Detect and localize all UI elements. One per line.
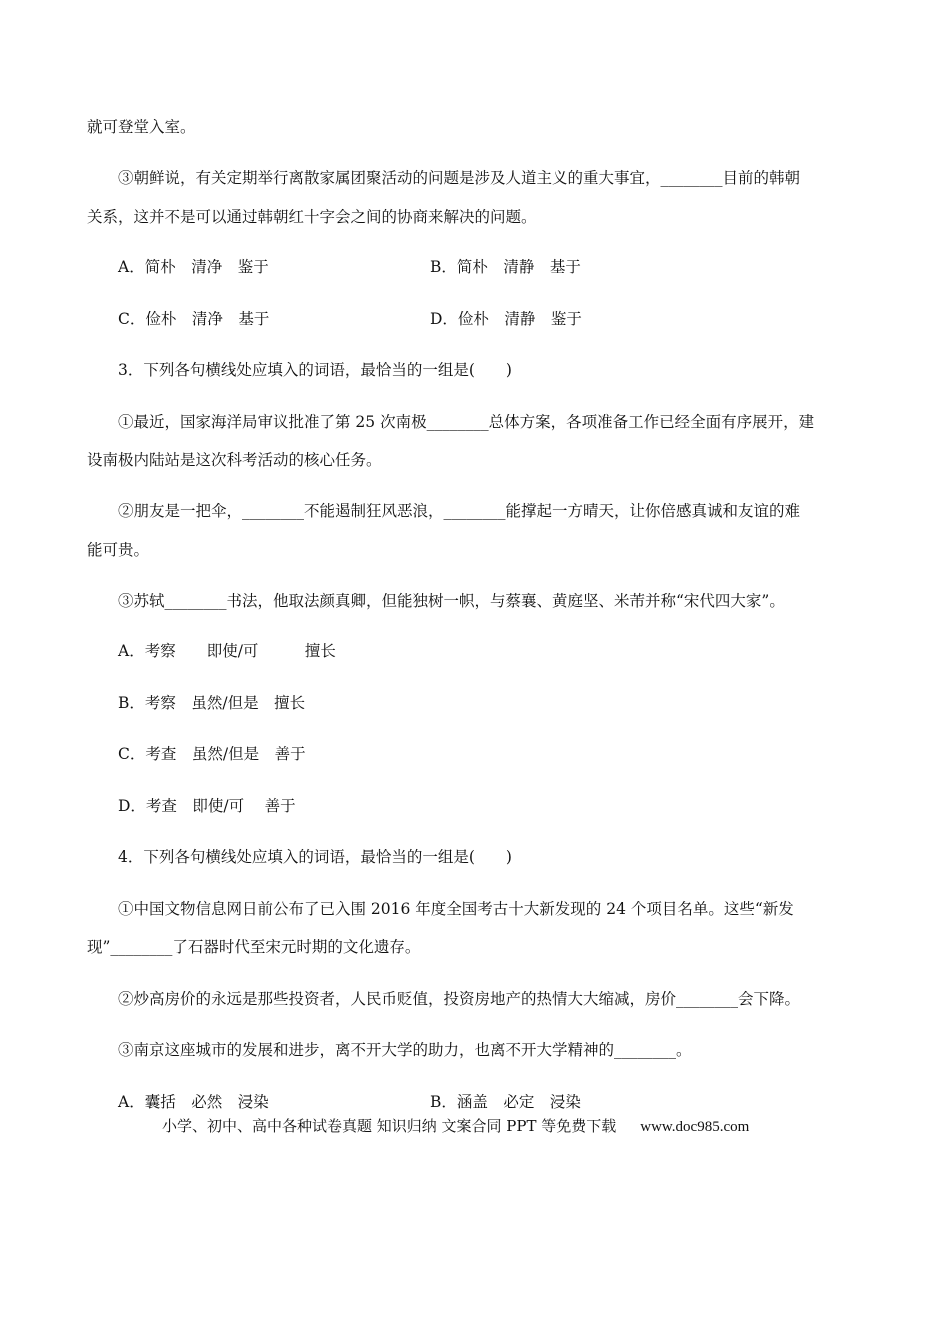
text-line: ①中国文物信息网日前公布了已入围 2016 年度全国考古十大新发现的 24 个项目名单。这些“新发 <box>118 900 794 918</box>
option-b: B．考察 虽然/但是 擅长 <box>118 694 306 712</box>
option-a: A．考察 即使/可 擅长 <box>118 642 336 660</box>
footer-text: 小学、初中、高中各种试卷真题 知识归纳 文案合同 PPT 等免费下载 <box>162 1117 617 1135</box>
option-d: D．考查 即使/可 善于 <box>118 797 296 815</box>
text-line: ③南京这座城市的发展和进步，离不开大学的助力，也离不开大学精神的________。 <box>118 1041 692 1059</box>
option-b: B．涵盖 必定 浸染 <box>430 1093 581 1111</box>
option-b: B．简朴 清静 基于 <box>430 258 581 276</box>
footer-url[interactable]: www.doc985.com <box>640 1119 750 1135</box>
question-4: 4．下列各句横线处应填入的词语，最恰当的一组是( ) <box>118 848 512 866</box>
option-a: A．囊括 必然 浸染 <box>118 1093 269 1111</box>
text-line: ①最近，国家海洋局审议批准了第 25 次南极________总体方案，各项准备工作已经全面有序展开，建 <box>118 413 815 431</box>
text-line: ②炒高房价的永远是那些投资者，人民币贬值，投资房地产的热情大大缩减，房价________会下降。 <box>118 990 801 1008</box>
text-line: ③苏轼________书法，他取法颜真卿，但能独树一帜，与蔡襄、黄庭坚、米芾并称“宋代四大家”。 <box>118 592 785 610</box>
text-line: 现”________了石器时代至宋元时期的文化遗存。 <box>87 938 421 956</box>
option-d: D．俭朴 清静 鉴于 <box>430 310 582 328</box>
page-footer <box>162 1116 749 1137</box>
option-a: A．简朴 清净 鉴于 <box>118 258 269 276</box>
option-c: C．俭朴 清净 基于 <box>118 310 270 328</box>
option-c: C．考查 虽然/但是 善于 <box>118 745 306 763</box>
text-line: 关系，这并不是可以通过韩朝红十字会之间的协商来解决的问题。 <box>87 208 537 226</box>
text-line: ②朋友是一把伞，________不能遏制狂风恶浪，________能撑起一方晴天，让你倍感真诚和友谊的难 <box>118 502 801 520</box>
text-line: 能可贵。 <box>87 541 150 559</box>
text-line: ③朝鲜说，有关定期举行离散家属团聚活动的问题是涉及人道主义的重大事宜，________目前的韩朝 <box>118 169 801 187</box>
question-3: 3．下列各句横线处应填入的词语，最恰当的一组是( ) <box>118 361 512 379</box>
text-line: 设南极内陆站是这次科考活动的核心任务。 <box>87 451 382 469</box>
text-line: 就可登堂入室。 <box>87 118 196 136</box>
